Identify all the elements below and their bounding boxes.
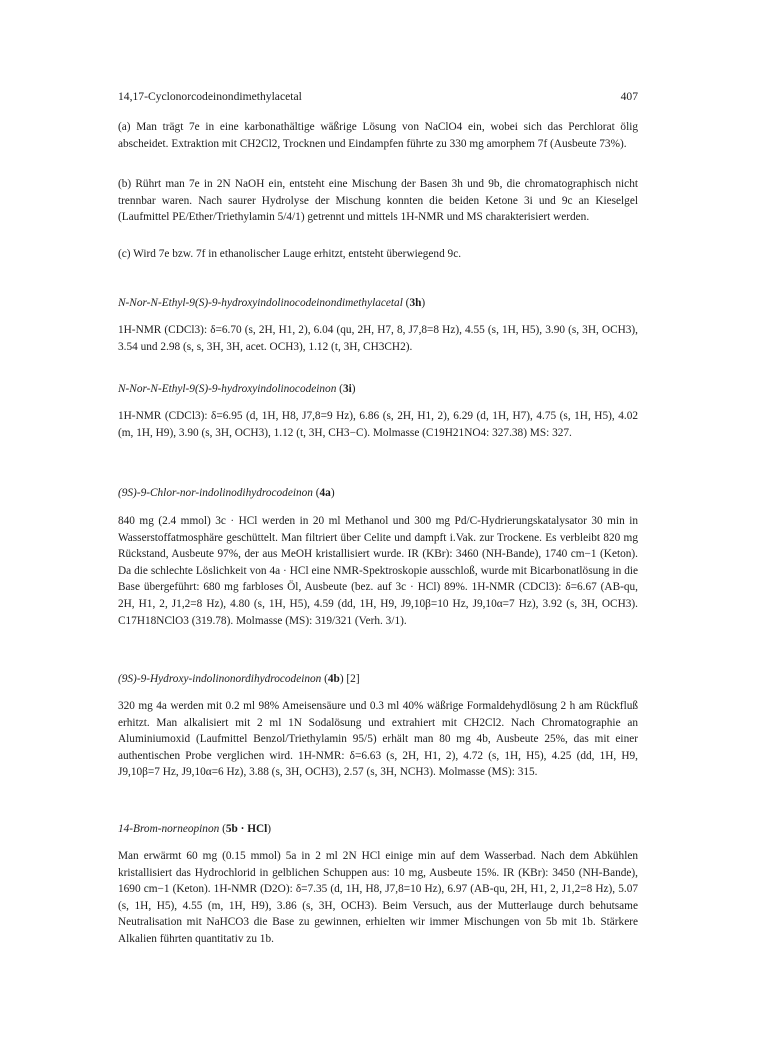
compound-label: 3i bbox=[342, 383, 352, 395]
compound-label: 4a bbox=[319, 487, 331, 499]
paragraph-c: (c) Wird 7e bzw. 7f in ethanolischer Lauge erhitzt, entsteht überwiegend 9c. bbox=[118, 248, 462, 260]
paragraph-b: (b) Rührt man 7e in 2N NaOH ein, entsteht eine Mischung der Basen 3h und 9b, die chromatographisch nicht trennbar waren. Nach saurer Hydrolyse der Mischung konnten die beiden Ketone 3i und 9c an Kieselgel (Laufmittel PE/Ether/Triethylamin 5/4/1) getrennt und mittels 1H-NMR und MS charakterisiert werden. bbox=[118, 178, 638, 224]
section-body-3h: 1H-NMR (CDCl3): δ=6.70 (s, 2H, H1, 2), 6.04 (qu, 2H, H7, 8, J7,8=8 Hz), 4.55 (s, 1H, H5), 3.90 (s, 3H, OCH3), 3.54 und 2.98 (s, s, 3H, 3H, acet. OCH3), 1.12 (t, 3H, CH3CH2). bbox=[118, 324, 638, 353]
section-title: N-Nor-N-Ethyl-9(S)-9-hydroxyindolinocodeinon bbox=[118, 383, 337, 395]
paragraph-a: (a) Man trägt 7e in eine karbonathältige wäßrige Lösung von NaClO4 ein, wobei sich das Perchlorat ölig abscheidet. Extraktion mit CH2Cl2, Trocknen und Eindampfen führte zu 330 mg amorphem 7f (Ausbeute 73%). bbox=[118, 121, 638, 150]
section-heading-4a: (9S)-9-Chlor-nor-indolinodihydrocodeinon (4a) bbox=[118, 487, 335, 499]
section-heading-3h: N-Nor-N-Ethyl-9(S)-9-hydroxyindolinocodeinondimethylacetal (3h) bbox=[118, 297, 426, 309]
section-heading-4b: (9S)-9-Hydroxy-indolinonordihydrocodeinon (4b) [2] bbox=[118, 673, 360, 685]
running-title: 14,17-Cyclonorcodeinondimethylacetal bbox=[118, 90, 302, 103]
section-heading-5b: 14-Brom-norneopinon (5b · HCl) bbox=[118, 823, 272, 835]
section-title: (9S)-9-Chlor-nor-indolinodihydrocodeinon bbox=[118, 487, 313, 499]
reference-marker: [2] bbox=[346, 673, 360, 685]
section-body-5b: Man erwärmt 60 mg (0.15 mmol) 5a in 2 ml 2N HCl einige min auf dem Wasserbad. Nach dem Abkühlen kristallisiert das Hydrochlorid in gelblichen Schuppen aus: 10 mg, Ausbeute 15%. IR (KBr): 3450 (NH-Bande), 1690 cm−1 (Keton). 1H-NMR (D2O): δ=7.35 (d, 1H, H8, J7,8=10 Hz), 6.97 (AB-qu, 2H, H1, 2, J1,2=8 Hz), 5.07 (s, 1H, H5), 4.55 (m, 1H, H9), 3.86 (s, 3H, OCH3). Beim Versuch, aus der Mutterlauge durch behutsame Neutralisation mit NaHCO3 die Base zu gewinnen, erhielten wir immer Mischungen von 5b mit 1b. Stärkere Alkalien führten quantitativ zu 1b. bbox=[118, 850, 638, 945]
section-body-4b: 320 mg 4a werden mit 0.2 ml 98% Ameisensäure und 0.3 ml 40% wäßrige Formaldehydlösung 2 h am Rückfluß erhitzt. Man alkalisiert mit 2 ml 1N Sodalösung und extrahiert mit CH2Cl2. Nach Chromatographie an Aluminiumoxid (Laufmittel Benzol/Triethylamin 95/5) erhält man 80 mg 4b, Ausbeute 25%, das mit einer authentischen Probe verglichen wird. 1H-NMR: δ=6.63 (s, 2H, H1, 2), 4.72 (s, 1H, H5), 4.25 (dd, 1H, H9, J9,10β=7 Hz, J9,10α=6 Hz), 3.88 (s, 3H, OCH3), 2.57 (s, 3H, NCH3). Molmasse (MS): 315. bbox=[118, 700, 638, 779]
section-title: (9S)-9-Hydroxy-indolinonordihydrocodeinon bbox=[118, 673, 322, 685]
section-body-4a: 840 mg (2.4 mmol) 3c · HCl werden in 20 ml Methanol und 300 mg Pd/C-Hydrierungskatalysator 30 min in Wasserstoffatmosphäre geschüttelt. Man filtriert über Celite und dampft i.Vak. zur Trockene. Es verbleibt 820 mg Rückstand, Ausbeute 97%, der aus MeOH kristallisiert wurde. IR (KBr): 3460 (NH-Bande), 1740 cm−1 (Keton). Da die schlechte Löslichkeit von 4a · HCl eine NMR-Spektroskopie ausschloß, wurde mit Bicarbonatlösung in die Base übergeführt: 680 mg farbloses Öl, Ausbeute (bez. auf 3c · HCl) 89%. 1H-NMR (CDCl3): δ=6.67 (AB-qu, 2H, H1, 2, J1,2=8 Hz), 4.80 (s, 1H, H5), 4.59 (dd, 1H, H9, J9,10β=10 Hz, J9,10α=7 Hz), 3.92 (s, 3H, OCH3). C17H18NClO3 (319.78). Molmasse (MS): 319/321 (Verh. 3/1). bbox=[118, 515, 638, 627]
section-title: 14-Brom-norneopinon bbox=[118, 823, 220, 835]
compound-label: 4b bbox=[327, 673, 340, 685]
section-heading-3i: N-Nor-N-Ethyl-9(S)-9-hydroxyindolinocodeinon (3i) bbox=[118, 383, 356, 395]
compound-label: 3h bbox=[409, 297, 422, 309]
compound-label: 5b · HCl bbox=[225, 823, 268, 835]
section-title: N-Nor-N-Ethyl-9(S)-9-hydroxyindolinocodeinondimethylacetal bbox=[118, 297, 403, 309]
running-header bbox=[118, 90, 638, 103]
page-number: 407 bbox=[620, 90, 638, 103]
section-body-3i: 1H-NMR (CDCl3): δ=6.95 (d, 1H, H8, J7,8=9 Hz), 6.86 (s, 2H, H1, 2), 6.29 (d, 1H, H7), 4.75 (s, 1H, H5), 4.02 (m, 1H, H9), 3.90 (s, 3H, OCH3), 1.12 (t, 3H, CH3−C). Molmasse (C19H21NO4: 327.38) MS: 327. bbox=[118, 410, 638, 439]
